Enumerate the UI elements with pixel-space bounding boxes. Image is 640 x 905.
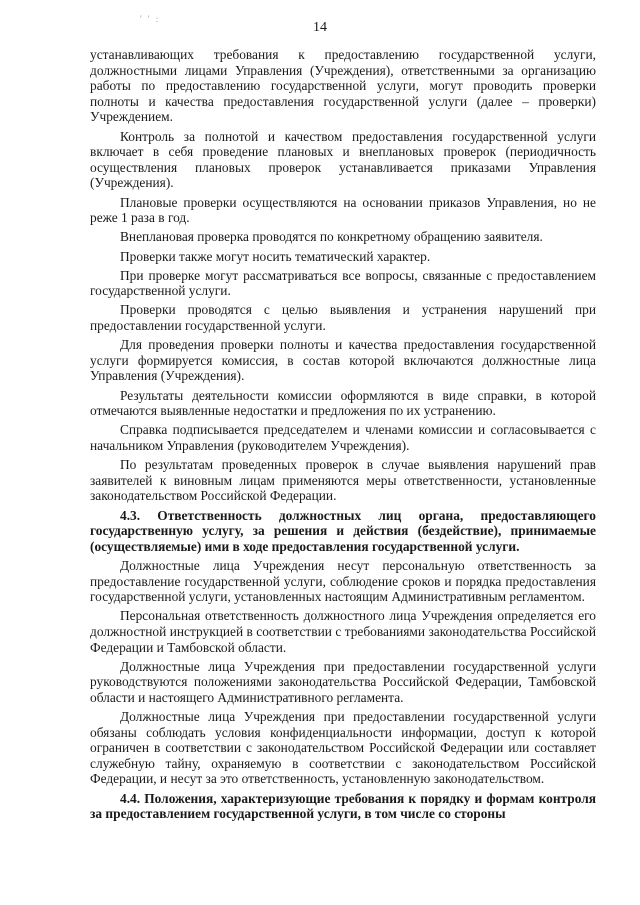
paragraph: Для проведения проверки полноты и качества предоставления государственной услуги формируется комиссия, в состав которой включаются должностные лица Управления (Учреждения). — [90, 337, 596, 384]
paragraph: Плановые проверки осуществляются на основании приказов Управления, но не реже 1 раза в год. — [90, 194, 596, 226]
section-heading-4-3: 4.3. Ответственность должностных лиц органа, предоставляющего государственную услугу, за решения и действия (бездействие), принимаемые (осуществляемые) ими в ходе предоставления государственной услуги. — [90, 507, 596, 554]
paragraph: Контроль за полнотой и качеством предоставления государственной услуги включает в себя проведение плановых и внеплановых проверок (периодичность осуществления плановых проверок устанавливается приказами Управления (Учреждения). — [90, 128, 596, 191]
paragraph-continuation: устанавливающих требования к предоставлению государственной услуги, должностными лицами Управления (Учреждения), ответственными за организацию работы по предоставлению государственной услуги, могут проводить проверки полноты и качества предоставления государственной услуги (далее – проверки) Учреждением. — [90, 47, 596, 125]
section-heading-4-4: 4.4. Положения, характеризующие требования к порядку и формам контроля за предоставлением государственной услуги, в том числе со стороны — [90, 790, 596, 822]
paragraph: Должностные лица Учреждения при предоставлении государственной услуги руководствуются положениями законодательства Российской Федерации, Тамбовской области и настоящего Административного регламента. — [90, 658, 596, 705]
paragraph: Проверки проводятся с целью выявления и устранения нарушений при предоставлении государственной услуги. — [90, 302, 596, 334]
scan-artifact: ' ' : — [140, 14, 161, 24]
document-body — [90, 47, 596, 825]
page-number: 14 — [313, 20, 327, 35]
paragraph: Результаты деятельности комиссии оформляются в виде справки, в которой отмечаются выявленные недостатки и предложения по их устранению. — [90, 387, 596, 419]
paragraph: Должностные лица Учреждения при предоставлении государственной услуги обязаны соблюдать условия конфиденциальности информации, доступ к которой ограничен в соответствии с законодательством Российской Федерации или составляет служебную тайну, охраняемую в соответствии с законодательством Российской Федерации, и несут за это ответственность, установленную законодательством. — [90, 709, 596, 787]
paragraph: Справка подписывается председателем и членами комиссии и согласовывается с начальником Управления (руководителем Учреждения). — [90, 422, 596, 453]
paragraph: Внеплановая проверка проводятся по конкретному обращению заявителя. — [120, 229, 543, 245]
paragraph: Должностные лица Учреждения несут персональную ответственность за предоставление государственной услуги, соблюдение сроков и порядка предоставления государственной услуги, установленных настоящим Административным регламентом. — [90, 557, 596, 605]
paragraph: Проверки также могут носить тематический характер. — [120, 248, 431, 264]
paragraph: При проверке могут рассматриваться все вопросы, связанные с предоставлением государственной услуги. — [90, 267, 596, 299]
paragraph: По результатам проведенных проверок в случае выявления нарушений прав заявителей к виновным лицам применяются меры ответственности, установленные законодательством Российской Федерации. — [90, 457, 596, 504]
paragraph: Персональная ответственность должностного лица Учреждения определяется его должностной инструкцией в соответствии с требованиями законодательства Российской Федерации и Тамбовской области. — [90, 608, 596, 655]
